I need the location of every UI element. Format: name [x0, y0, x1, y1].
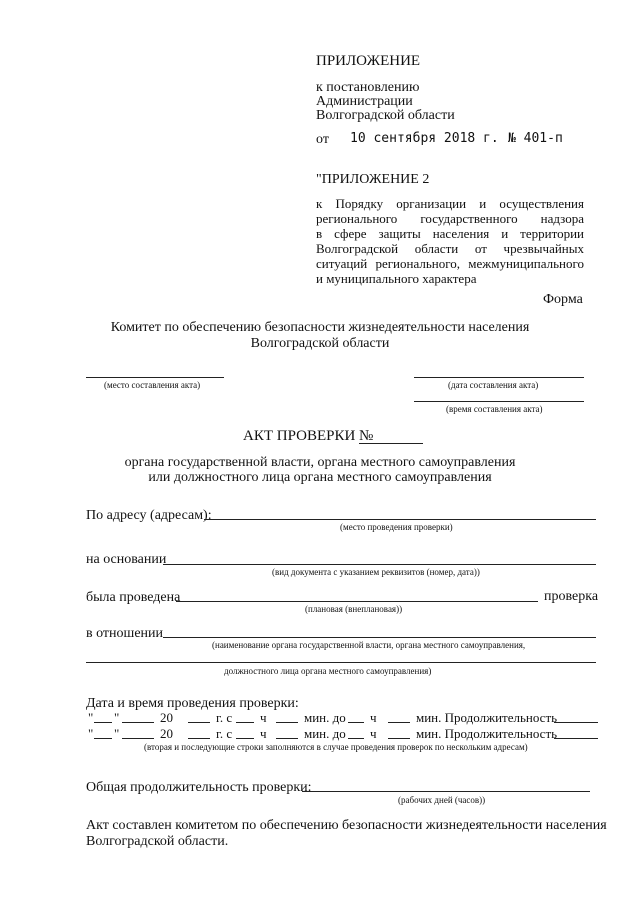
regarding-line[interactable]	[163, 637, 596, 638]
datetime-caption: (вторая и последующие строки заполняются в случае проведения проверок по нескольким адресам)	[144, 742, 528, 752]
appendix-to-line1: к постановлению	[316, 80, 420, 95]
day-line[interactable]	[94, 722, 112, 723]
place-line[interactable]	[86, 377, 224, 378]
appendix-date-value: 10 сентября 2018 г.	[350, 131, 499, 146]
appendix-from-label: от	[316, 132, 329, 147]
date-caption: (дата составления акта)	[448, 380, 539, 390]
quote-open: "	[88, 726, 94, 741]
conducted-label: была проведена	[86, 590, 181, 605]
start-min-line[interactable]	[276, 722, 298, 723]
appendix2-last-line: и муниципального характера	[316, 271, 477, 286]
start-min-line[interactable]	[276, 738, 298, 739]
address-line[interactable]	[204, 519, 596, 520]
year-line[interactable]	[188, 722, 210, 723]
duration-line[interactable]	[554, 722, 598, 723]
year-prefix: 20	[160, 710, 173, 725]
from-label: г. с	[216, 710, 233, 725]
day-line[interactable]	[94, 738, 112, 739]
act-subtitle1: органа государственной власти, органа местного самоуправления	[124, 455, 516, 470]
from-label: г. с	[216, 726, 233, 741]
end-hour-line[interactable]	[348, 738, 364, 739]
month-line[interactable]	[122, 738, 154, 739]
start-hour-line[interactable]	[236, 722, 254, 723]
conducted-caption: (плановая (внеплановая))	[305, 604, 403, 614]
quote-open: "	[88, 710, 94, 725]
datetime-row	[86, 710, 600, 726]
appendix2-line: ситуаций регионального, межмуниципального	[316, 256, 584, 271]
hour-label: ч	[260, 710, 267, 725]
quote-close: "	[114, 710, 120, 725]
hour-label: ч	[370, 726, 377, 741]
total-caption: (рабочих дней (часов))	[398, 795, 486, 805]
appendix-number-value: № 401-п	[508, 131, 563, 146]
total-label: Общая продолжительность проверки:	[86, 780, 312, 795]
year-prefix: 20	[160, 726, 173, 741]
conducted-line[interactable]	[176, 601, 538, 602]
hour-label: ч	[260, 726, 267, 741]
appendix2-text	[316, 196, 584, 286]
quote-close: "	[114, 726, 120, 741]
start-hour-line[interactable]	[236, 738, 254, 739]
hour-label: ч	[370, 710, 377, 725]
end-min-line[interactable]	[388, 722, 410, 723]
act-subtitle2: или должностного лица органа местного самоуправления	[148, 470, 492, 485]
date-line[interactable]	[414, 377, 584, 378]
total-line[interactable]	[302, 791, 590, 792]
month-line[interactable]	[122, 722, 154, 723]
appendix-to-line2: Администрации	[316, 94, 413, 109]
appendix2-line: в сфере защиты населения и территории	[316, 226, 584, 241]
appendix2-line: Волгоградской области от чрезвычайных	[316, 241, 584, 256]
time-caption: (время составления акта)	[446, 404, 543, 414]
act-number-line[interactable]	[359, 443, 423, 444]
basis-caption: (вид документа с указанием реквизитов (номер, дата))	[272, 567, 480, 577]
committee-line1: Комитет по обеспечению безопасности жизнедеятельности населения	[110, 320, 530, 335]
year-line[interactable]	[188, 738, 210, 739]
min-duration-label: мин. Продолжительность	[416, 710, 558, 725]
datetime-label: Дата и время проведения проверки:	[86, 696, 299, 711]
appendix2-title: "ПРИЛОЖЕНИЕ 2	[316, 172, 430, 187]
min-duration-label: мин. Продолжительность	[416, 726, 558, 741]
regarding-label: в отношении	[86, 626, 164, 641]
min-to-label: мин. до	[304, 726, 346, 741]
conducted-suffix: проверка	[544, 589, 599, 604]
address-caption: (место проведения проверки)	[340, 522, 453, 532]
regarding-line2[interactable]	[86, 662, 596, 663]
basis-line[interactable]	[163, 564, 596, 565]
place-caption: (место составления акта)	[104, 380, 201, 390]
regarding-caption1: (наименование органа государственной власти, органа местного самоуправления,	[212, 640, 526, 650]
appendix-title: ПРИЛОЖЕНИЕ	[316, 53, 421, 69]
appendix-to-line3: Волгоградской области	[316, 108, 455, 123]
time-line[interactable]	[414, 401, 584, 402]
duration-line[interactable]	[554, 738, 598, 739]
appendix2-line: регионального государственного надзора	[316, 211, 584, 226]
committee-line2: Волгоградской области	[250, 336, 390, 351]
form-label: Форма	[543, 292, 583, 307]
datetime-row	[86, 726, 600, 742]
end-hour-line[interactable]	[348, 722, 364, 723]
closing-line2: Волгоградской области.	[86, 834, 229, 849]
act-title: АКТ ПРОВЕРКИ №	[243, 428, 374, 444]
address-label: По адресу (адресам):	[86, 508, 212, 523]
appendix2-line: к Порядку организации и осуществления	[316, 196, 584, 211]
min-to-label: мин. до	[304, 710, 346, 725]
basis-label: на основании	[86, 552, 167, 567]
end-min-line[interactable]	[388, 738, 410, 739]
closing-line1: Акт составлен комитетом по обеспечению безопасности жизнедеятельности населения	[86, 818, 607, 833]
regarding-caption2: должностного лица органа местного самоуправления)	[224, 666, 432, 676]
